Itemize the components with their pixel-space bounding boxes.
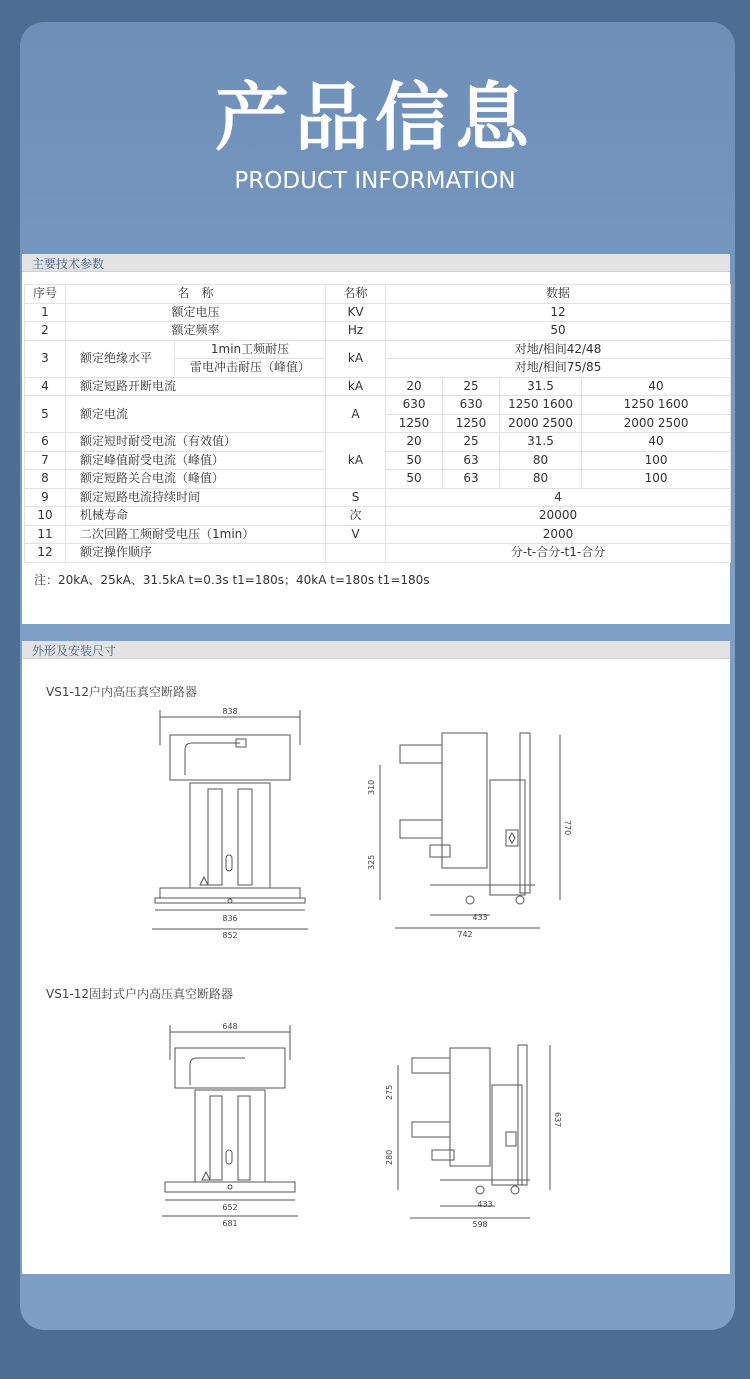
table-header-row	[25, 285, 731, 304]
row-value: 20000	[386, 507, 731, 526]
row-name: 额定操作顺序	[66, 544, 326, 563]
row-unit: S	[326, 488, 386, 507]
row-no: 6	[25, 433, 66, 452]
breaker1-side-drawing	[360, 725, 580, 945]
row-name: 额定峰值耐受电流（峰值）	[66, 451, 326, 470]
spec-note: 注：20kA、25kA、31.5kA t=0.3s t1=180s；40kA t=180s t1=180s	[34, 573, 430, 587]
row-value: 50	[386, 322, 731, 341]
row-unit: kA	[326, 377, 386, 396]
col-header-no: 序号	[25, 285, 66, 304]
row-name: 二次回路工频耐受电压（1min）	[66, 525, 326, 544]
row-no: 4	[25, 377, 66, 396]
row-value: 63	[443, 470, 500, 489]
dim2-side-h1: 275	[385, 1084, 394, 1100]
row-value: 630	[386, 396, 443, 415]
row-no: 12	[25, 544, 66, 563]
row-value: 12	[386, 303, 731, 322]
col-header-name: 名 称	[66, 285, 326, 304]
table-row	[25, 377, 731, 396]
dim2-front-bottom1: 652	[222, 1203, 238, 1212]
row-no: 9	[25, 488, 66, 507]
drawing1-caption: VS1-12户内高压真空断路器	[46, 685, 198, 699]
spec-section-title: 主要技术参数	[32, 257, 105, 271]
row-value: 20	[386, 377, 443, 396]
row-unit: V	[326, 525, 386, 544]
breaker1-front-drawing	[140, 705, 320, 945]
row-value: 1250	[443, 414, 500, 433]
row-value: 1250 1600	[500, 396, 582, 415]
row-no: 2	[25, 322, 66, 341]
table-row	[25, 396, 731, 415]
row-value: 80	[500, 470, 582, 489]
dim-front-top: 838	[222, 707, 238, 716]
table-row	[25, 322, 731, 341]
row-name: 额定短时耐受电流（有效值）	[66, 433, 326, 452]
row-name: 额定短路电流持续时间	[66, 488, 326, 507]
dim-section-title: 外形及安装尺寸	[32, 644, 117, 658]
dim2-side-w1: 433	[477, 1200, 493, 1209]
dim2-side-total: 637	[553, 1112, 562, 1128]
row-value: 80	[500, 451, 582, 470]
dim-side-w1: 433	[472, 913, 488, 922]
breaker2-front-drawing	[150, 1020, 310, 1230]
row-value: 4	[386, 488, 731, 507]
row-value: 40	[582, 377, 731, 396]
dim-section-header	[22, 641, 730, 659]
row-value: 31.5	[500, 377, 582, 396]
table-row	[25, 303, 731, 322]
row-no: 10	[25, 507, 66, 526]
row-value: 100	[582, 470, 731, 489]
row-value: 对地/相间42/48	[386, 340, 731, 359]
dim2-front-bottom2: 681	[222, 1219, 238, 1228]
row-unit: kA	[326, 433, 386, 489]
table-row	[25, 544, 731, 563]
row-name: 额定电压	[66, 303, 326, 322]
row-subname: 1min工频耐压	[175, 340, 326, 359]
row-no: 11	[25, 525, 66, 544]
spec-section-header	[22, 254, 730, 272]
dim-side-w2: 742	[457, 930, 473, 939]
row-value: 2000 2500	[500, 414, 582, 433]
row-value: 630	[443, 396, 500, 415]
col-header-unit: 名称	[326, 285, 386, 304]
row-value: 20	[386, 433, 443, 452]
page-title: 产品信息	[215, 75, 535, 161]
dim-front-bottom2: 852	[222, 931, 238, 940]
table-row	[25, 433, 731, 452]
table-row	[25, 525, 731, 544]
row-value: 100	[582, 451, 731, 470]
row-name: 额定电流	[66, 396, 326, 433]
row-value: 50	[386, 451, 443, 470]
row-name: 额定绝缘水平	[66, 340, 175, 377]
dim-side-h1: 310	[367, 779, 376, 795]
row-name: 额定短路开断电流	[66, 377, 326, 396]
row-unit: Hz	[326, 322, 386, 341]
row-value: 63	[443, 451, 500, 470]
breaker2-side-drawing	[380, 1040, 570, 1230]
row-value: 1250	[386, 414, 443, 433]
row-value: 2000 2500	[582, 414, 731, 433]
row-unit: kA	[326, 340, 386, 377]
row-value: 25	[443, 377, 500, 396]
row-value: 2000	[386, 525, 731, 544]
dim2-front-top: 648	[222, 1022, 238, 1031]
dim-front-bottom1: 836	[222, 914, 238, 923]
drawing2-caption: VS1-12固封式户内高压真空断路器	[46, 987, 234, 1001]
row-no: 8	[25, 470, 66, 489]
table-row	[25, 340, 731, 359]
col-header-data: 数据	[386, 285, 731, 304]
row-no: 1	[25, 303, 66, 322]
row-value: 对地/相间75/85	[386, 359, 731, 378]
row-unit: 次	[326, 507, 386, 526]
row-value: 31.5	[500, 433, 582, 452]
row-value: 分-t-合分-t1-合分	[386, 544, 731, 563]
table-row	[25, 507, 731, 526]
dim-side-h2: 325	[367, 854, 376, 870]
row-value: 1250 1600	[582, 396, 731, 415]
row-value: 25	[443, 433, 500, 452]
row-name: 额定频率	[66, 322, 326, 341]
row-no: 5	[25, 396, 66, 433]
row-unit: A	[326, 396, 386, 433]
page-subtitle: PRODUCT INFORMATION	[234, 168, 516, 194]
table-row	[25, 488, 731, 507]
row-value: 40	[582, 433, 731, 452]
dim2-side-w2: 598	[472, 1220, 488, 1229]
row-unit	[326, 544, 386, 563]
row-subname: 雷电冲击耐压（峰值）	[175, 359, 326, 378]
row-unit: KV	[326, 303, 386, 322]
row-no: 7	[25, 451, 66, 470]
row-name: 额定短路关合电流（峰值）	[66, 470, 326, 489]
spec-table	[24, 284, 731, 563]
dim-side-total: 770	[563, 820, 572, 836]
dim2-side-h2: 280	[385, 1149, 394, 1165]
row-value: 50	[386, 470, 443, 489]
row-name: 机械寿命	[66, 507, 326, 526]
row-no: 3	[25, 340, 66, 377]
